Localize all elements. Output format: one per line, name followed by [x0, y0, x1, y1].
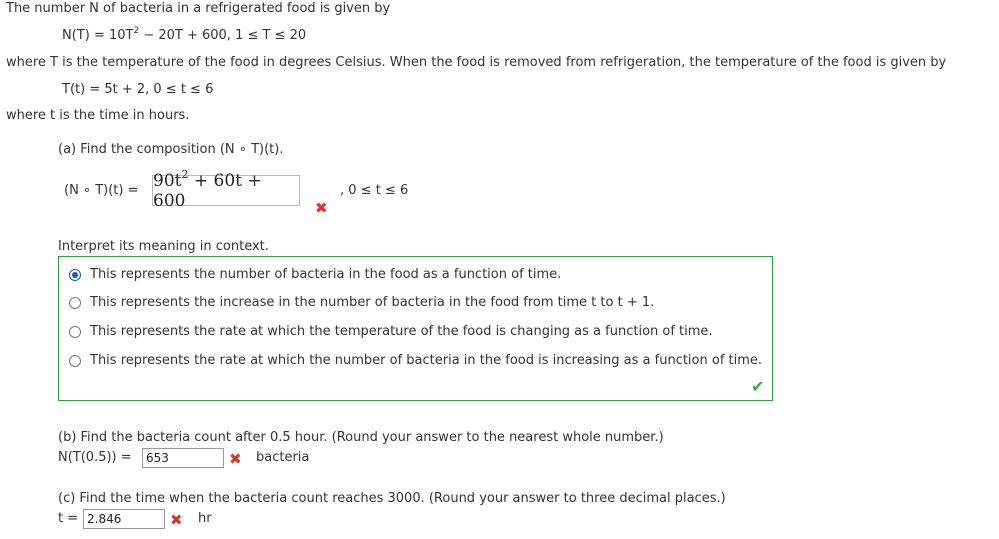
- n-def-rhs: − 20T + 600, 1 ≤ T ≤ 20: [139, 28, 307, 43]
- answer-post: + 60t + 600: [153, 170, 262, 211]
- part-c-lhs: t =: [58, 511, 79, 526]
- incorrect-icon: ✖: [170, 511, 183, 529]
- intro-text: The number N of bacteria in a refrigerated food is given by: [6, 1, 391, 16]
- part-b-lhs: N(T(0.5)) =: [58, 450, 132, 465]
- part-a-domain: , 0 ≤ t ≤ 6: [340, 183, 409, 198]
- interpret-prompt: Interpret its meaning in context.: [58, 239, 269, 254]
- interpretation-choices: [58, 256, 773, 401]
- part-c-unit: hr: [198, 511, 212, 526]
- time-input[interactable]: 2.846: [83, 509, 165, 529]
- incorrect-icon: ✖: [315, 199, 328, 217]
- t-definition: T(t) = 5t + 2, 0 ≤ t ≤ 6: [62, 82, 214, 97]
- where-temperature-text: where T is the temperature of the food in degrees Celsius. When the food is removed from refrigeration, the temperature of the food is given by: [6, 55, 947, 70]
- part-a-prompt: (a) Find the composition (N ∘ T)(t).: [58, 142, 284, 157]
- part-b-prompt: (b) Find the bacteria count after 0.5 hour. (Round your answer to the nearest whole number.): [58, 430, 664, 445]
- choice-1[interactable]: [69, 267, 561, 282]
- part-c-prompt: (c) Find the time when the bacteria count reaches 3000. (Round your answer to three decimal places.): [58, 491, 726, 506]
- choice-label: This represents the rate at which the number of bacteria in the food is increasing as a function of time.: [90, 353, 763, 368]
- answer-pre: 90t: [153, 170, 182, 191]
- choice-label: This represents the rate at which the temperature of the food is changing as a function of time.: [90, 324, 713, 339]
- correct-check-icon: ✔: [751, 377, 765, 396]
- choice-label: This represents the number of bacteria in the food as a function of time.: [90, 267, 562, 282]
- choice-4[interactable]: [69, 353, 762, 368]
- n-def-lhs: N(T) = 10T: [62, 28, 134, 43]
- where-time-text: where t is the time in hours.: [6, 108, 190, 123]
- choice-2[interactable]: [69, 295, 654, 310]
- n-definition: $N(T) = 10T^2 - 20T + 600$, 1 ≤ T ≤ 20: [62, 26, 307, 43]
- radio-icon[interactable]: [69, 297, 81, 309]
- part-b-unit: bacteria: [256, 450, 310, 465]
- radio-icon[interactable]: [69, 355, 81, 367]
- radio-icon[interactable]: [69, 326, 81, 338]
- composition-answer: $90t^2 + 60t + 600$: [153, 167, 262, 211]
- radio-selected-icon[interactable]: [69, 269, 81, 281]
- choice-3[interactable]: [69, 324, 713, 339]
- choice-label: This represents the increase in the number of bacteria in the food from time t to t + 1.: [90, 295, 655, 310]
- composition-answer-field[interactable]: [152, 167, 300, 211]
- bacteria-count-input[interactable]: 653: [142, 448, 224, 468]
- part-a-lhs: (N ∘ T)(t) =: [64, 183, 139, 198]
- incorrect-icon: ✖: [229, 450, 242, 468]
